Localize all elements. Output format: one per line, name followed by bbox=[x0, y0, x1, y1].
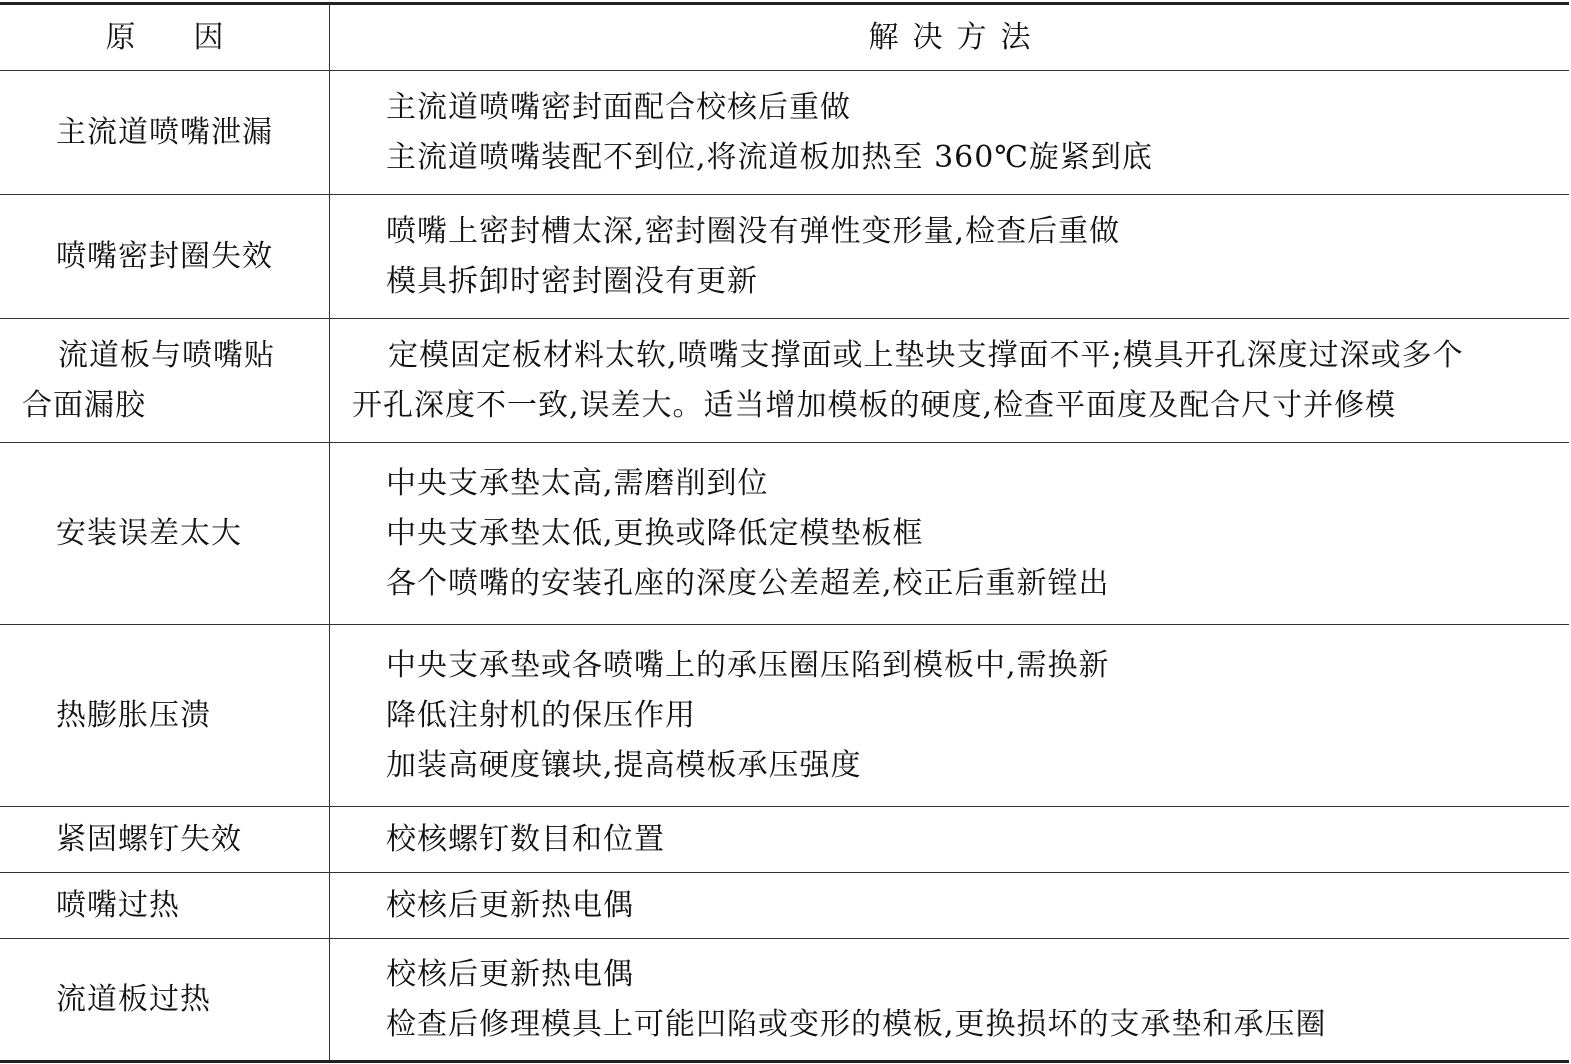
solution-line: 定模固定板材料太软,喷嘴支撑面或上垫块支撑面不平;模具开孔深度过深或多个 bbox=[388, 337, 1464, 373]
table-row bbox=[0, 625, 1569, 807]
table-row bbox=[0, 443, 1569, 625]
solution-line: 模具拆卸时密封圈没有更新 bbox=[386, 263, 758, 299]
cause-line: 合面漏胶 bbox=[22, 388, 146, 423]
solution-line: 喷嘴上密封槽太深,密封圈没有弹性变形量,检查后重做 bbox=[386, 213, 1121, 249]
solution-cell bbox=[330, 873, 1569, 938]
cause-cell: 热膨胀压溃 bbox=[0, 625, 330, 806]
cause-line: 流道板与喷嘴贴 bbox=[58, 338, 275, 373]
cause-cell: 主流道喷嘴泄漏 bbox=[0, 71, 330, 194]
solution-line: 检查后修理模具上可能凹陷或变形的模板,更换损坏的支承垫和承压圈 bbox=[386, 1006, 1327, 1042]
solution-line: 加装高硬度镶块,提高模板承压强度 bbox=[386, 747, 862, 783]
cause-cell: 紧固螺钉失效 bbox=[0, 807, 330, 872]
solution-cell bbox=[330, 319, 1569, 442]
solution-line: 开孔深度不一致,误差大。适当增加模板的硬度,检查平面度及配合尺寸并修模 bbox=[352, 387, 1397, 423]
solution-line: 主流道喷嘴装配不到位,将流道板加热至 360℃旋紧到底 bbox=[386, 139, 1153, 175]
cause-cell: 流道板过热 bbox=[0, 939, 330, 1060]
cause-cell: 喷嘴过热 bbox=[0, 873, 330, 938]
solution-line: 校核后更新热电偶 bbox=[386, 956, 634, 992]
table-row bbox=[0, 873, 1569, 939]
cause-cell: 安装误差太大 bbox=[0, 443, 330, 624]
solution-line: 中央支承垫太高,需磨削到位 bbox=[386, 465, 769, 501]
solution-cell bbox=[330, 443, 1569, 624]
solution-cell bbox=[330, 195, 1569, 318]
table-row bbox=[0, 807, 1569, 873]
cause-cell bbox=[0, 319, 330, 442]
header-solution: 解决方法 bbox=[868, 19, 1045, 55]
table-row bbox=[0, 939, 1569, 1060]
solution-cell bbox=[330, 939, 1569, 1060]
troubleshooting-table bbox=[0, 2, 1569, 1063]
solution-cell bbox=[330, 625, 1569, 806]
solution-line: 中央支承垫或各喷嘴上的承压圈压陷到模板中,需换新 bbox=[386, 647, 1110, 683]
solution-line: 主流道喷嘴密封面配合校核后重做 bbox=[386, 89, 851, 125]
solution-cell bbox=[330, 71, 1569, 194]
header-cause: 原因 bbox=[0, 5, 330, 70]
solution-line: 校核螺钉数目和位置 bbox=[386, 821, 665, 857]
table-header-row bbox=[0, 5, 1569, 71]
table-row bbox=[0, 71, 1569, 195]
cause-cell: 喷嘴密封圈失效 bbox=[0, 195, 330, 318]
solution-line: 中央支承垫太低,更换或降低定模垫板框 bbox=[386, 515, 924, 551]
solution-line: 各个喷嘴的安装孔座的深度公差超差,校正后重新镗出 bbox=[386, 565, 1110, 601]
solution-line: 降低注射机的保压作用 bbox=[386, 697, 696, 733]
solution-cell bbox=[330, 807, 1569, 872]
table-row bbox=[0, 319, 1569, 443]
table-row bbox=[0, 195, 1569, 319]
solution-line: 校核后更新热电偶 bbox=[386, 887, 634, 923]
